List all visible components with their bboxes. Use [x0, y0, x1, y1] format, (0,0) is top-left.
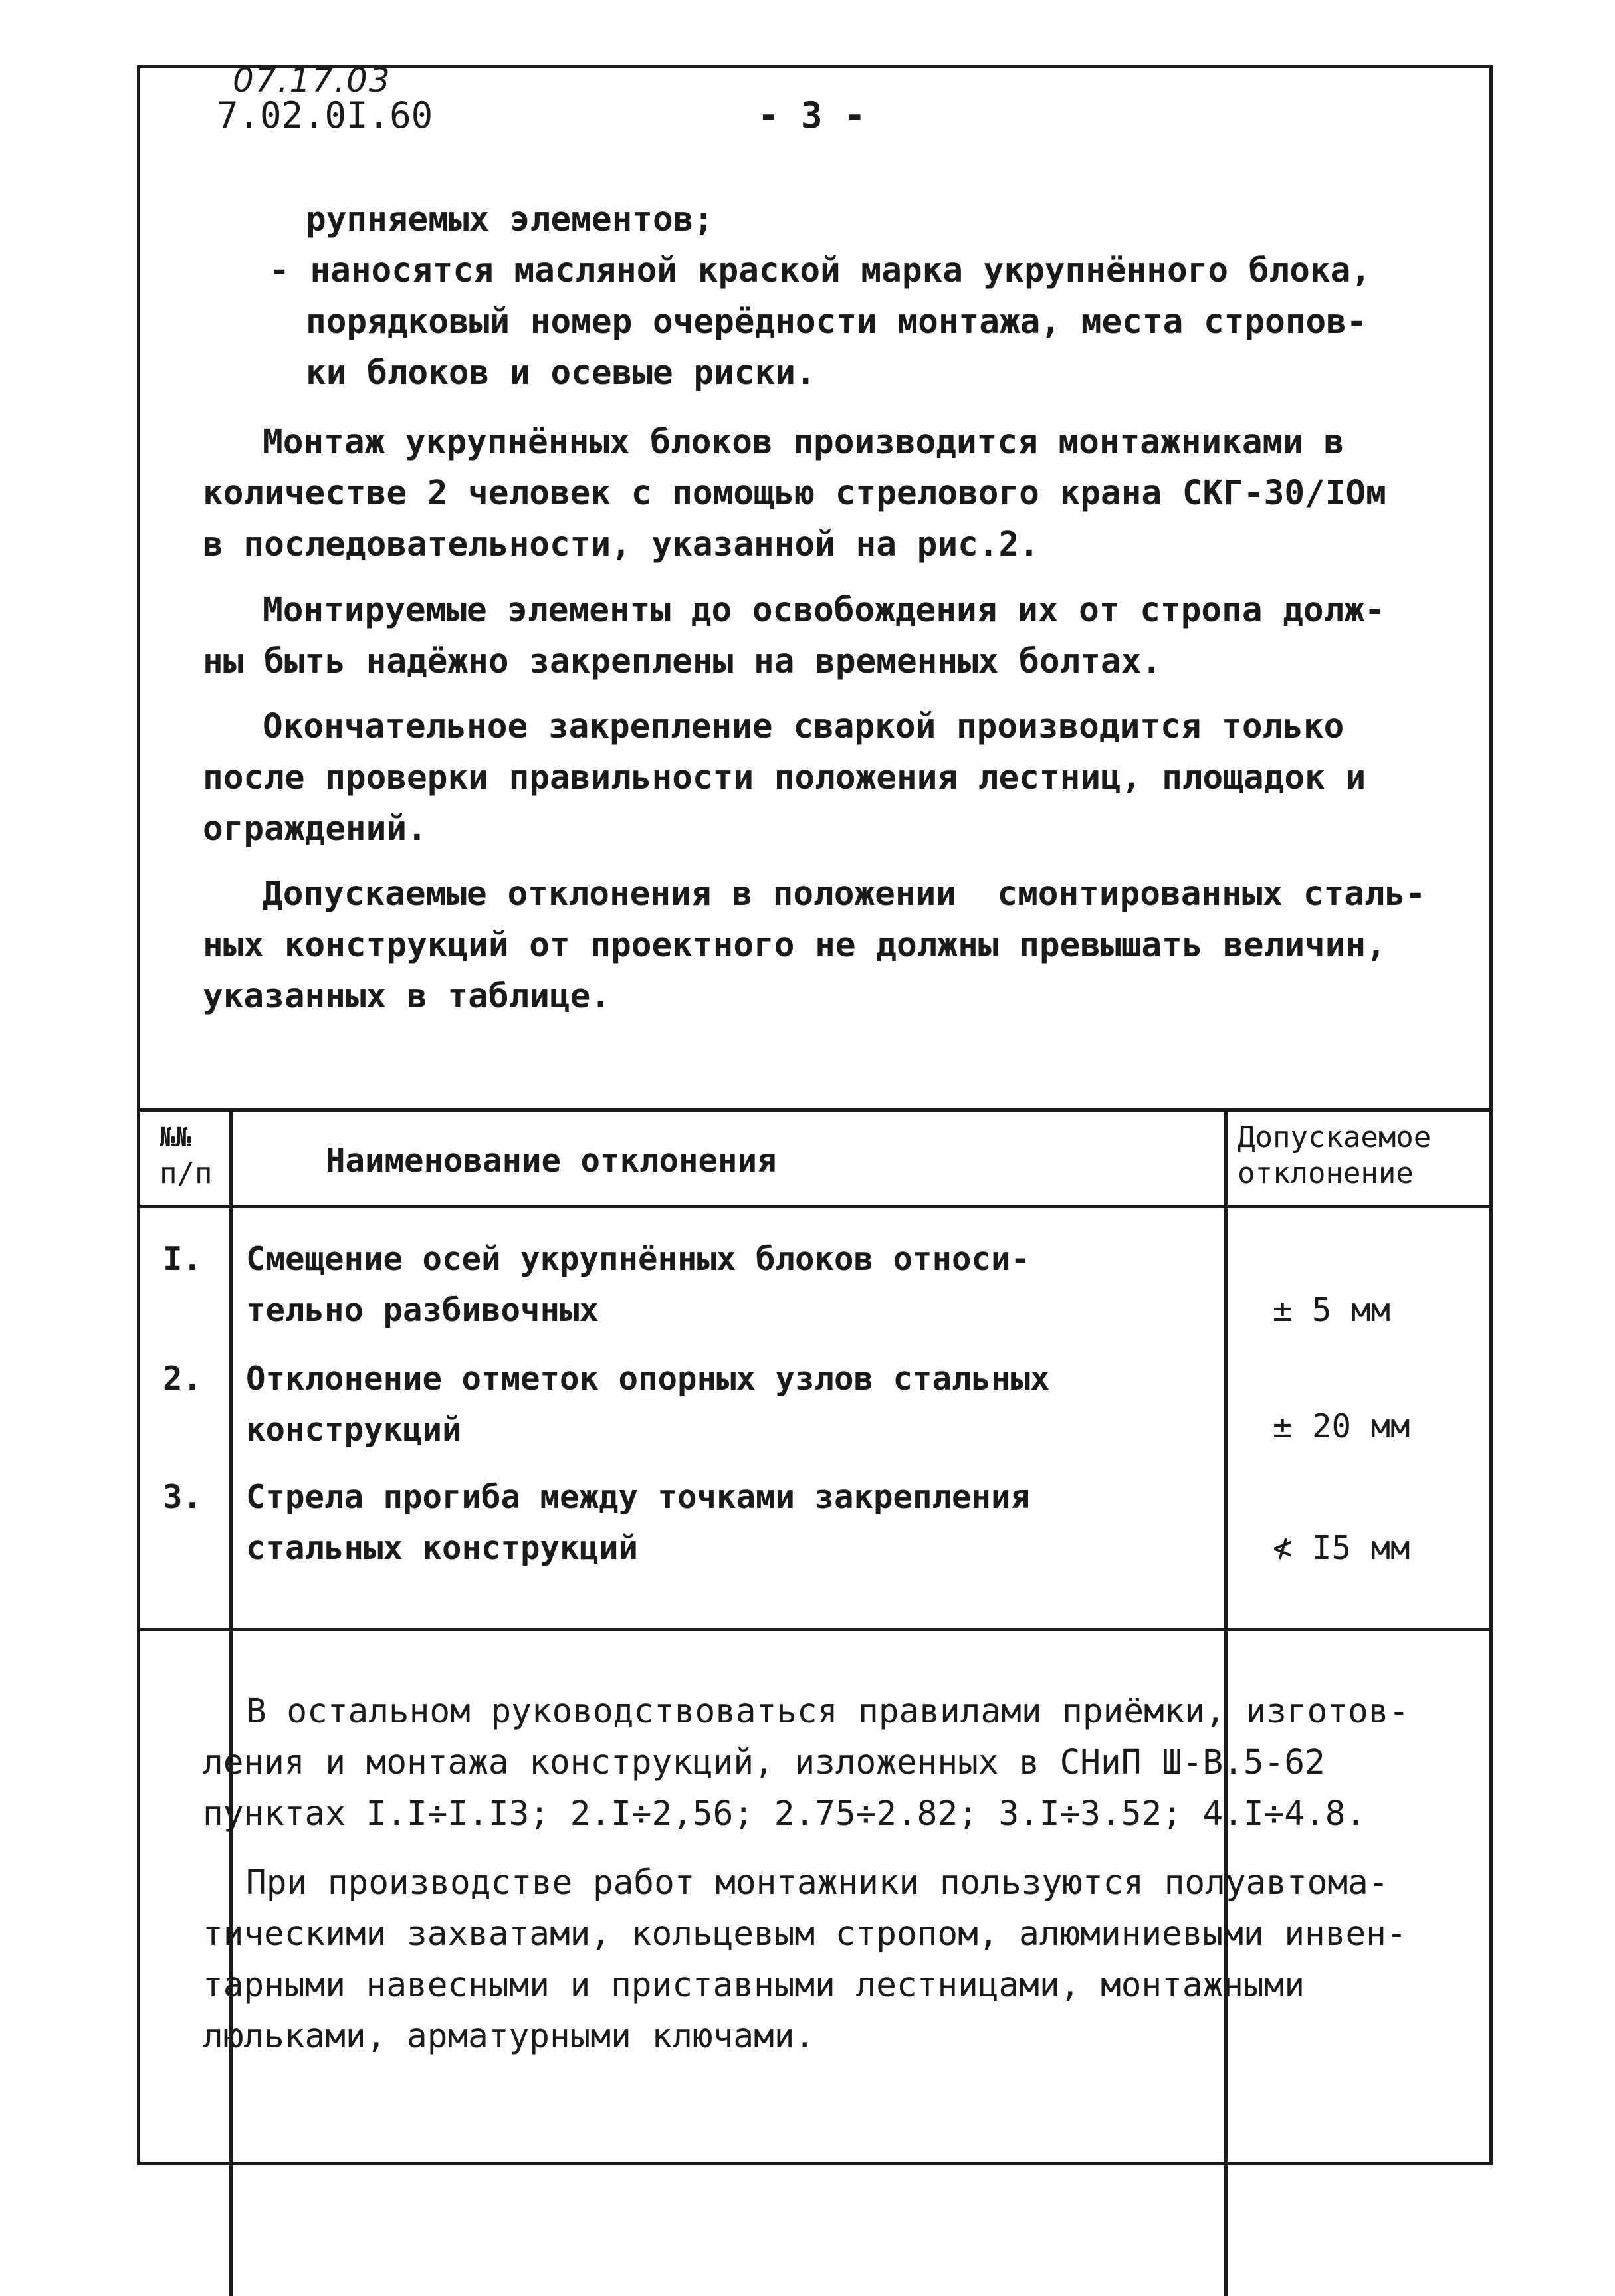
body-line: Допускаемые отклонения в положении смонтированных сталь- — [263, 875, 1426, 914]
table-row-tolerance: ± 20 мм — [1273, 1408, 1410, 1445]
table-header-tolerance: Допускаемое — [1238, 1120, 1432, 1154]
table-header-divider — [137, 1205, 1493, 1208]
handwritten-code: 07.17.03 — [233, 61, 391, 100]
body-line: люльками, арматурными ключами. — [203, 2017, 815, 2056]
body-line: тарными навесными и приставными лестницами, монтажными — [203, 1966, 1305, 2005]
body-line: Монтируемые элементы до освобождения их от стропа долж- — [263, 591, 1385, 630]
body-line: после проверки правильности положения лестниц, площадок и — [203, 758, 1366, 797]
body-line: Окончательное закрепление сваркой производится только — [263, 707, 1345, 746]
table-column-divider — [229, 1108, 233, 2296]
body-line: В остальном руководствоваться правилами приёмки, изготов- — [246, 1692, 1410, 1731]
table-border-bottom — [137, 1628, 1493, 1631]
body-line: пунктах I.I÷I.I3; 2.I÷2,56; 2.75÷2.82; 3.I÷3.52; 4.I÷4.8. — [203, 1794, 1366, 1833]
table-row-name: Отклонение отметок опорных узлов стальных — [246, 1360, 1050, 1398]
table-border-top — [137, 1108, 1493, 1112]
table-row-name: конструкций — [246, 1411, 462, 1449]
body-line: порядковый номер очерёдности монтажа, места стропов- — [306, 302, 1367, 342]
table-row-tolerance: ± 5 мм — [1273, 1291, 1391, 1329]
body-line: количестве 2 человек с помощью стрелового крана СКГ-30/IОм — [203, 474, 1386, 513]
table-header-name: Наименование отклонения — [326, 1142, 777, 1180]
body-line: ограждений. — [203, 809, 427, 849]
body-line: - наносятся масляной краской марка укрупнённого блока, — [269, 251, 1372, 290]
table-row-number: I. — [163, 1240, 203, 1278]
table-header-tolerance: отклонение — [1238, 1156, 1414, 1190]
body-line: ки блоков и осевые риски. — [306, 354, 816, 393]
table-row-name: Смещение осей укрупнённых блоков относи- — [246, 1240, 1031, 1278]
body-line: ления и монтажа конструкций, изложенных в СНиП Ш-В.5-62 — [203, 1743, 1325, 1782]
body-line: тическими захватами, кольцевым стропом, алюминиевыми инвен- — [203, 1915, 1407, 1954]
table-row-name: стальных конструкций — [246, 1529, 639, 1567]
body-line: ны быть надёжно закреплены на временных болтах. — [203, 642, 1162, 681]
table-row-number: 2. — [163, 1360, 203, 1398]
page-number: - 3 - — [758, 94, 866, 136]
table-row-tolerance: ≮ I5 мм — [1273, 1529, 1410, 1567]
document-code: 7.02.0I.60 — [217, 94, 433, 136]
body-line: рупняемых элементов; — [306, 200, 714, 239]
body-line: Монтаж укрупнённых блоков производится монтажниками в — [263, 423, 1345, 462]
table-row-name: Стрела прогиба между точками закрепления — [246, 1478, 1031, 1516]
table-row-number: 3. — [163, 1478, 203, 1516]
body-line: в последовательности, указанной на рис.2. — [203, 525, 1039, 564]
table-row-name: тельно разбивочных — [246, 1291, 599, 1329]
body-line: указанных в таблице. — [203, 977, 611, 1016]
body-line: При производстве работ монтажники пользуются полуавтома- — [246, 1863, 1389, 1903]
body-line: ных конструкций от проектного не должны превышать величин, — [203, 926, 1386, 965]
table-header-num: №№ — [160, 1122, 192, 1153]
table-header-num: п/п — [160, 1156, 213, 1190]
